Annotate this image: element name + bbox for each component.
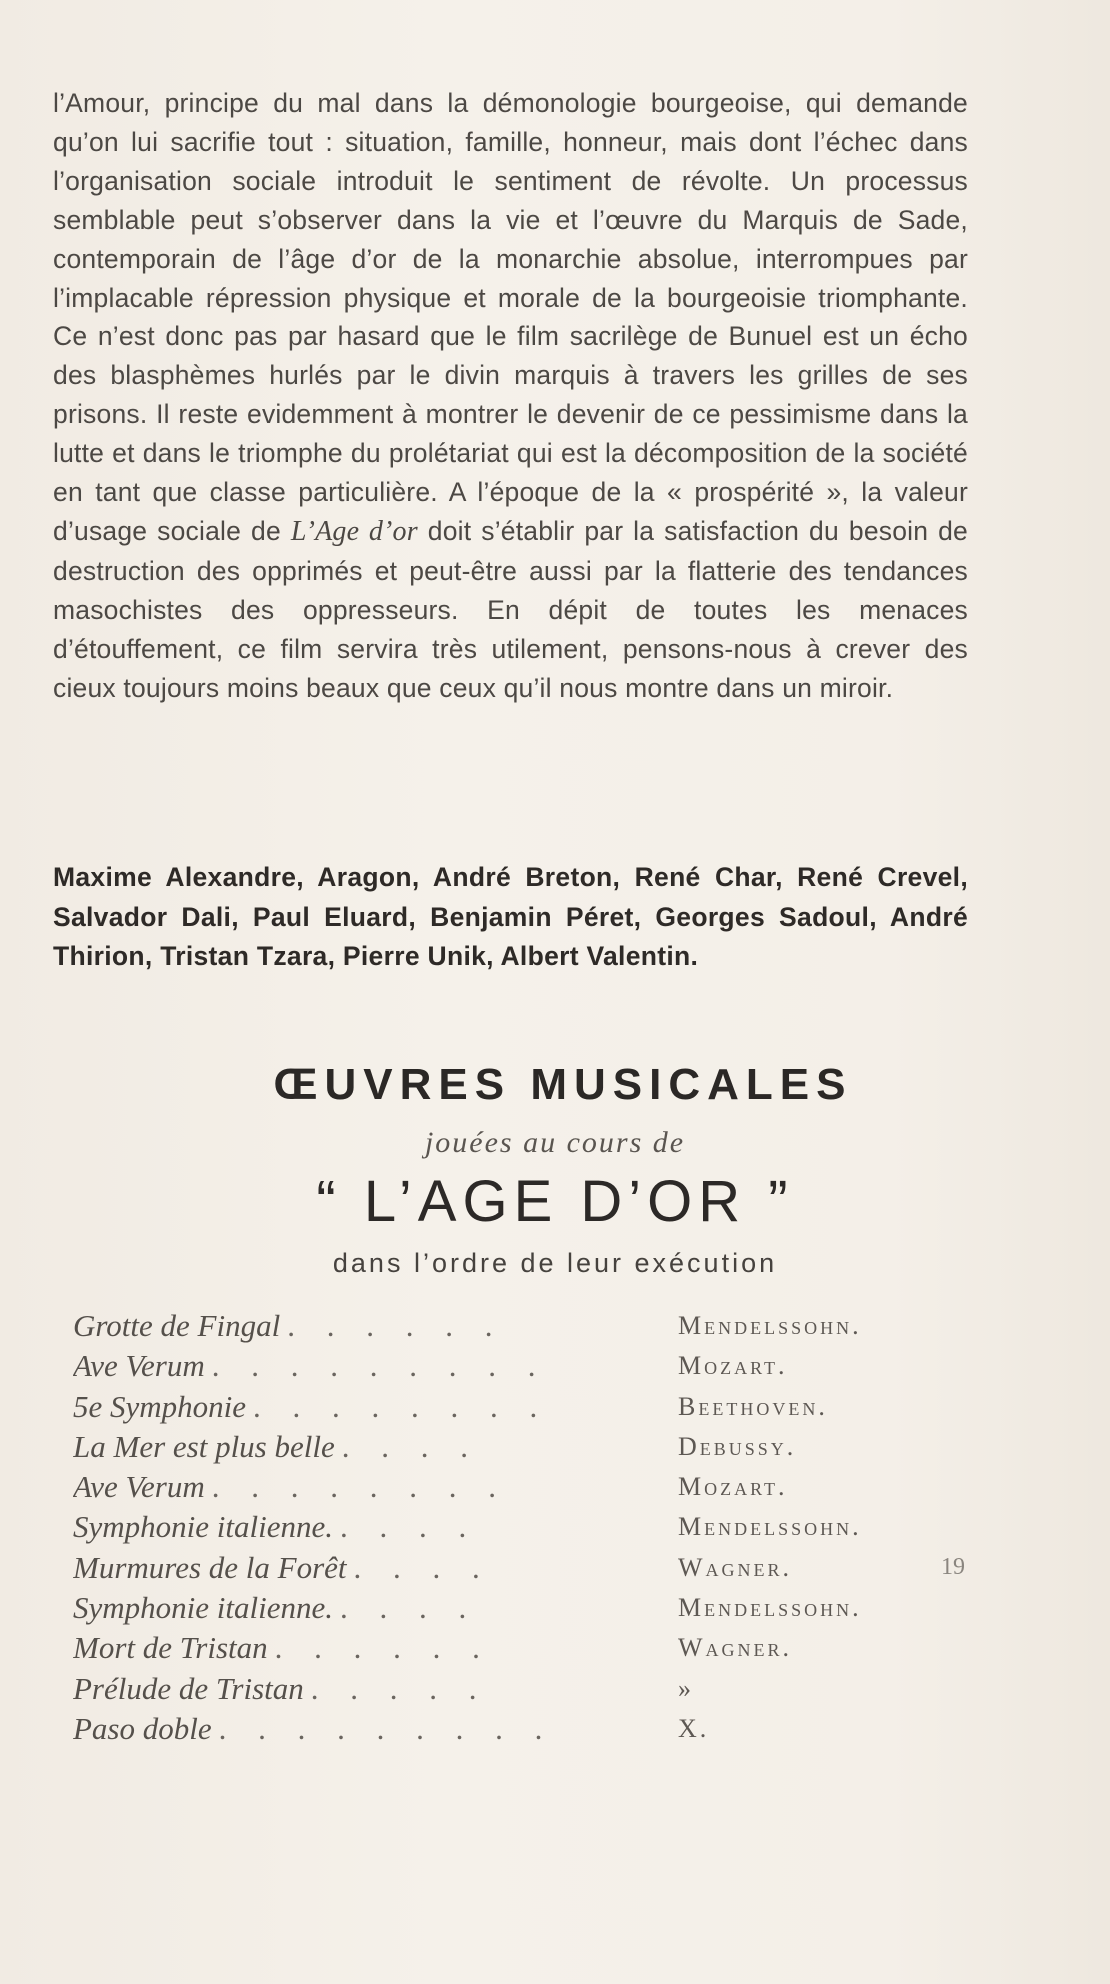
page-number: 19	[941, 1554, 965, 1580]
leader-dots: . . . .	[340, 1590, 479, 1626]
piece-composer: Mozart.	[678, 1351, 788, 1381]
list-item	[73, 1306, 933, 1346]
leader-dots: . . . . . . . . .	[212, 1348, 549, 1384]
piece-composer: Wagner.	[678, 1552, 793, 1582]
section-subtitle: jouées au cours de	[424, 1126, 686, 1159]
piece-composer: X.	[678, 1713, 710, 1743]
piece-name: 5e Symphonie	[73, 1388, 247, 1424]
piece-composer: Wagner.	[678, 1633, 793, 1663]
piece-name: Mort de Tristan	[73, 1630, 268, 1666]
list-item	[73, 1467, 933, 1507]
leader-dots: . . . . . .	[287, 1308, 506, 1343]
piece-composer: Mendelssohn.	[678, 1311, 862, 1340]
leader-dots: . . . . . .	[275, 1630, 493, 1666]
list-item	[73, 1427, 933, 1467]
paragraph	[53, 84, 968, 708]
piece-title	[73, 1507, 633, 1547]
leader-dots: . . . . . . . .	[253, 1388, 551, 1424]
signatories-list: Maxime Alexandre, Aragon, André Breton, René Char, René Crevel, Salvador Dali, Paul Eluard, Benjamin Péret, Georges Sadoul, André Thirion, Tristan Tzara, Pierre Unik, Albert Valentin.	[53, 862, 968, 971]
piece-name: Paso doble	[73, 1710, 212, 1746]
body-paragraph	[53, 84, 968, 708]
piece-title	[73, 1427, 633, 1467]
paragraph-text-after-title: doit s’établir par la satisfaction du besoin de destruction des opprimés et peut-être aussi par la flatterie des tendances masochistes des oppresseurs. En dépit de toutes les menaces d’étouffement, ce film servira très utilement, pensons-nous à crever des cieux toujours moins beaux que ceux qu’il nous montre dans un miroir.	[53, 515, 968, 703]
list-item	[73, 1387, 933, 1427]
piece-composer: Mozart.	[678, 1472, 788, 1502]
list-item	[73, 1548, 933, 1588]
leader-dots: . . . .	[354, 1549, 493, 1585]
leader-dots: . . . . . . . . .	[219, 1710, 556, 1746]
section-title: ŒUVRES MUSICALES	[273, 1060, 853, 1109]
piece-title	[73, 1387, 633, 1427]
leader-dots: . . . . .	[311, 1670, 490, 1706]
piece-composer: Debussy.	[678, 1431, 797, 1461]
piece-title	[73, 1306, 633, 1346]
leader-dots: . . . . . . . .	[212, 1469, 509, 1505]
order-note: dans l’ordre de leur exécution	[332, 1248, 778, 1278]
list-item	[73, 1669, 933, 1709]
piece-name: La Mer est plus belle	[73, 1428, 335, 1464]
piece-title	[73, 1467, 633, 1507]
piece-name: Ave Verum	[73, 1348, 205, 1384]
list-item	[73, 1709, 933, 1749]
list-item	[73, 1588, 933, 1628]
piece-composer: Mendelssohn.	[678, 1512, 862, 1542]
film-heading: “ L’AGE D’OR ”	[316, 1169, 794, 1234]
piece-title	[73, 1346, 633, 1386]
piece-name: Symphonie italienne.	[73, 1509, 333, 1545]
piece-title	[73, 1548, 633, 1588]
leader-dots: . . . .	[342, 1428, 481, 1464]
piece-name: Symphonie italienne.	[73, 1590, 333, 1626]
piece-composer: »	[678, 1673, 694, 1703]
piece-name: Grotte de Fingal	[73, 1308, 281, 1343]
paragraph-text-before-title: l’Amour, principe du mal dans la démonologie bourgeoise, qui demande qu’on lui sacrifie tout : situation, famille, honneur, mais dont l’échec dans l’organisation sociale introduit le sentiment de révolte. Un processus semblable peut s’observer dans la vie et l’œuvre du Marquis de Sade, contemporain de l’âge d’or de la monarchie absolue, interrompues par l’implacable répression physique et morale de la bourgeoisie triomphante. Ce n’est donc pas par hasard que le film sacrilège de Bunuel est un écho des blasphèmes hurlés par le divin marquis à travers les grilles de ses prisons. Il reste evidemment à montrer le devenir de ce pessimisme dans la lutte et dans le triomphe du prolétariat qui est la décomposition de la société en tant que classe particulière. A l’époque de la « prospérité », la valeur d’usage sociale de	[53, 88, 968, 546]
leader-dots: . . . .	[340, 1509, 479, 1545]
piece-name: Ave Verum	[73, 1469, 205, 1505]
music-list	[73, 1306, 933, 1749]
piece-title	[73, 1669, 633, 1709]
list-item	[73, 1628, 933, 1668]
piece-composer: Mendelssohn.	[678, 1593, 862, 1623]
list-item	[73, 1507, 933, 1547]
piece-title	[73, 1709, 633, 1749]
piece-composer: Beethoven.	[678, 1391, 828, 1421]
piece-title	[73, 1628, 633, 1668]
list-item	[73, 1346, 933, 1386]
film-title-inline: L’Age d’or	[290, 515, 418, 547]
piece-title	[73, 1588, 633, 1628]
piece-name: Prélude de Tristan	[73, 1670, 304, 1706]
piece-name: Murmures de la Forêt	[73, 1549, 347, 1585]
